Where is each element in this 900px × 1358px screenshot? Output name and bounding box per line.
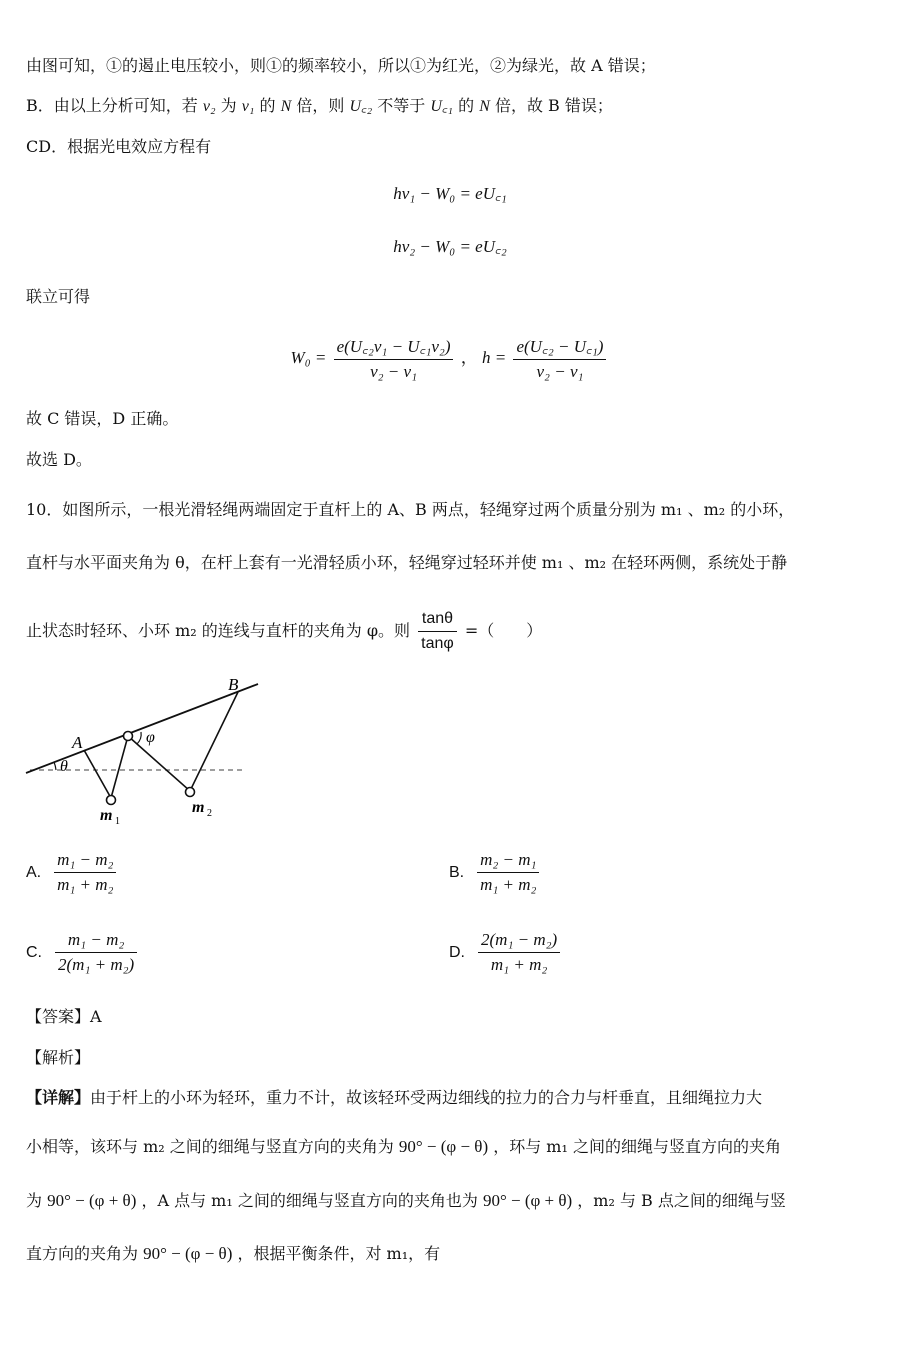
option-a-denominator: m₁ + m₂ — [57, 875, 114, 894]
detail-line-1 — [26, 1087, 762, 1109]
h-denominator: ν₂ − ν₁ — [536, 361, 584, 381]
text-segment: =（ ） — [464, 621, 543, 640]
text-segment: 小相等，该环与 m₂ 之间的细绳与竖直方向的夹角为 — [26, 1137, 394, 1156]
option-b-fraction — [477, 848, 539, 897]
text-segment: 的 — [458, 96, 475, 115]
w0-lhs: W₀ = — [290, 348, 327, 367]
option-b-label: B. — [449, 863, 465, 881]
answer-line: 【答案】A — [26, 1007, 102, 1026]
option-d-denominator: m₁ + m₂ — [490, 955, 548, 974]
label-m2-sub: 2 — [207, 808, 212, 819]
theta-arc — [54, 762, 56, 770]
symbol-v2: ν₂ — [202, 98, 216, 115]
text-segment: ，根据平衡条件，对 m₁，有 — [237, 1244, 441, 1263]
option-a-numerator: m₁ − m₂ — [54, 848, 116, 873]
text-segment: 不等于 — [377, 96, 426, 115]
w0-numerator: e(U꜀₂ν₁ − U꜀₁ν₂) — [334, 335, 454, 360]
label-b: B — [228, 675, 239, 694]
text-segment: 倍，则 — [296, 96, 345, 115]
h-numerator: e(U꜀₂ − U꜀₁) — [513, 335, 606, 360]
option-a-fraction — [54, 848, 116, 897]
rod-rope-figure — [20, 670, 270, 835]
equation-1 — [0, 183, 900, 205]
option-c-fraction — [55, 928, 137, 977]
tan-ratio-fraction — [418, 607, 457, 656]
h-fraction — [513, 335, 606, 384]
option-a[interactable] — [26, 848, 119, 897]
detail-line-3 — [26, 1190, 786, 1212]
label-m2: m — [192, 799, 205, 816]
ring-m2 — [186, 788, 195, 797]
option-a-label: A. — [26, 863, 42, 881]
text-segment: 直方向的夹角为 — [26, 1244, 139, 1263]
text-segment: ，A 点与 m₁ 之间的细绳与竖直方向的夹角也为 — [141, 1191, 478, 1210]
option-d[interactable] — [449, 928, 563, 977]
ring-m1 — [107, 796, 116, 805]
symbol-v1: ν₁ — [241, 98, 255, 115]
w0-denominator: ν₂ − ν₁ — [370, 361, 417, 381]
analysis-line-4: 联立可得 — [26, 287, 91, 306]
detail-line-4 — [26, 1243, 440, 1265]
text-segment: 止状态时轻环、小环 m₂ 的连线与直杆的夹角为 φ。则 — [26, 621, 411, 640]
option-d-label: D. — [449, 943, 465, 961]
text-segment: B．由以上分析可知，若 — [26, 96, 198, 115]
question-10-line-1: 10．如图所示，一根光滑轻绳两端固定于直杆上的 A、B 两点，轻绳穿过两个质量分别为 m₁ 、m₂ 的小环， — [26, 500, 795, 519]
option-d-fraction — [478, 928, 560, 977]
text-segment: 的 — [259, 96, 276, 115]
label-m1: m — [100, 807, 113, 824]
question-10-line-2: 直杆与水平面夹角为 θ，在杆上套有一光滑轻质小环，轻绳穿过轻环并使 m₁ 、m₂ 在轻环两侧，系统处于静 — [26, 553, 788, 572]
equation-separator: ， — [460, 348, 478, 367]
option-c-label: C. — [26, 943, 42, 961]
angle-expression: 90° − (φ − θ) — [398, 1137, 489, 1156]
equation-1-text: hν₁ − W₀ = eU꜀₁ — [393, 184, 507, 203]
angle-expression: 90° − (φ + θ) — [47, 1191, 137, 1210]
rope — [84, 692, 238, 798]
label-theta: θ — [60, 758, 68, 775]
symbol-n: N — [280, 98, 292, 115]
option-b-numerator: m₂ − m₁ — [477, 848, 539, 873]
angle-expression: 90° − (φ − θ) — [143, 1244, 233, 1263]
tan-phi: tanφ — [421, 635, 454, 652]
equation-2-text: hν₂ − W₀ = eU꜀₂ — [393, 237, 507, 256]
phi-arc — [137, 732, 141, 744]
label-m1-sub: 1 — [115, 816, 120, 827]
h-lhs: h = — [481, 348, 507, 367]
label-a: A — [72, 733, 83, 752]
angle-expression: 90° − (φ + θ) — [482, 1191, 573, 1210]
option-b[interactable] — [449, 848, 542, 897]
w0-fraction — [334, 335, 454, 384]
option-c[interactable] — [26, 928, 140, 977]
text-segment: 由于杆上的小环为轻环，重力不计，故该轻环受两边细线的拉力的合力与杆垂直，且细绳拉力大 — [90, 1088, 763, 1107]
option-b-denominator: m₁ + m₂ — [480, 875, 537, 894]
text-segment: ，环与 m₁ 之间的细绳与竖直方向的夹角 — [493, 1137, 781, 1156]
text-segment: 为 — [26, 1191, 43, 1210]
detail-tag: 【详解】 — [26, 1088, 91, 1107]
question-10-line-3 — [26, 606, 542, 656]
analysis-line-1: 由图可知，①的遏止电压较小，则①的频率较小，所以①为红光，②为绿光，故 A 错误； — [26, 56, 656, 75]
analysis-line-2 — [26, 95, 613, 118]
symbol-uc2: U꜀₂ — [349, 98, 373, 115]
analysis-line-3: CD．根据光电效应方程有 — [26, 137, 212, 156]
analysis-tag: 【解析】 — [26, 1048, 91, 1067]
option-c-numerator: m₁ − m₂ — [55, 928, 137, 953]
option-d-numerator: 2(m₁ − m₂) — [478, 928, 560, 953]
symbol-uc1: U꜀₁ — [430, 98, 453, 115]
text-segment: 倍，故 B 错误； — [494, 96, 613, 115]
text-segment: 为 — [220, 96, 237, 115]
light-ring — [124, 732, 133, 741]
equation-2 — [0, 236, 900, 258]
equation-result — [0, 330, 900, 386]
analysis-line-6: 故选 D。 — [26, 450, 92, 469]
symbol-n: N — [479, 98, 490, 115]
tan-theta: tanθ — [418, 607, 457, 632]
detail-line-2 — [26, 1136, 781, 1158]
option-c-denominator: 2(m₁ + m₂) — [58, 955, 135, 974]
analysis-line-5: 故 C 错误，D 正确。 — [26, 409, 179, 428]
label-phi: φ — [146, 729, 155, 746]
text-segment: ，m₂ 与 B 点之间的细绳与竖 — [577, 1191, 786, 1210]
